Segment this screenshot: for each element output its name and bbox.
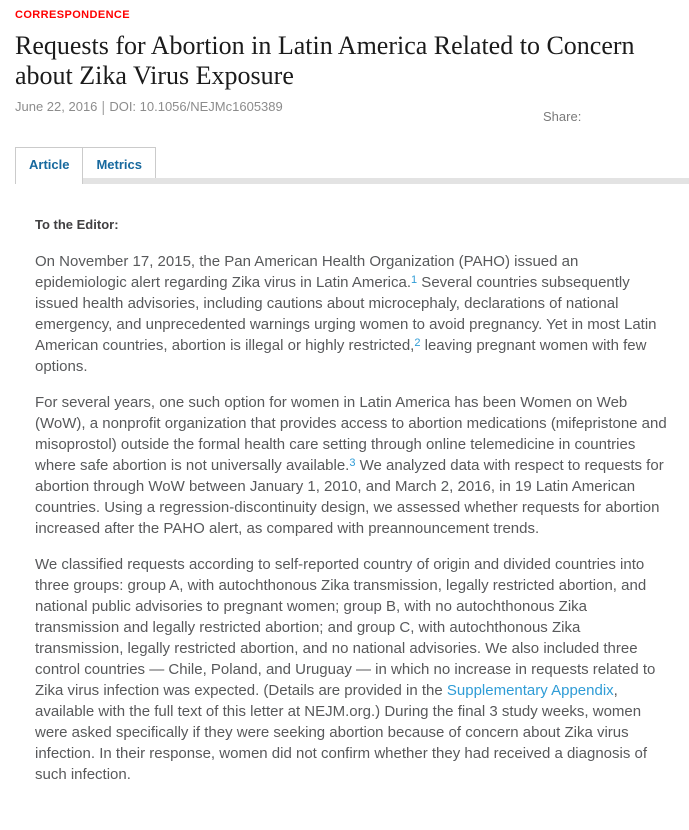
tab-article-label: Article: [29, 157, 70, 172]
title-line-1: Requests for Abortion in Latin America Related to Concern: [15, 31, 635, 60]
text-run: leaving pregnant women with few options.: [35, 337, 647, 375]
article-body: [0, 184, 667, 830]
tab-article[interactable]: [15, 147, 83, 184]
supplementary-appendix-link[interactable]: Supplementary Appendix: [446, 682, 614, 699]
reference-link-1[interactable]: 1: [411, 274, 418, 286]
title-line-2: about Zika Virus Exposure: [15, 61, 294, 90]
tab-metrics-label: Metrics: [96, 157, 142, 172]
paragraph-2: [35, 392, 667, 539]
reference-link-2[interactable]: 2: [414, 337, 421, 349]
share-label: Share:: [543, 109, 582, 124]
text-run: We analyzed data with respect to requests for abortion through WoW between January 1, 2010, and March 2, 2016, in 19 Latin American countries. Using a regression-discontinuity design, we assessed whether requests for abortion increased after the PAHO alert, as compared with preannouncement trends.: [35, 457, 664, 537]
section-kicker: CORRESPONDENCE: [15, 9, 131, 21]
text-run: On November 17, 2015, the Pan American Health Organization (PAHO) issued an epidemiologic alert regarding Zika virus in Latin America.: [35, 253, 579, 291]
paragraph-3: [35, 554, 667, 785]
reference-link-3[interactable]: 3: [349, 457, 356, 469]
article-paragraphs: [35, 251, 667, 785]
paragraph-1: [35, 251, 667, 377]
text-run: We classified requests according to self-reported country of origin and divided countries into three groups: group A, with autochthonous Zika transmission, legally restricted abortion, and national public advisories to pregnant women; group B, with no autochthonous Zika transmission and legally restricted abortion; and group C, with autochthonous Zika transmission, legally restricted abortion, and no national advisories. We also included three control countries — Chile, Poland, and Uruguay — in which no increase in requests related to Zika virus infection was expected. (Details are provided in the: [35, 556, 656, 699]
page-title: [15, 31, 674, 91]
salutation: To the Editor:: [35, 217, 119, 232]
tab-list: [15, 147, 689, 184]
doi-text: DOI: 10.1056/NEJMc1605389: [109, 99, 283, 114]
publish-date: June 22, 2016: [15, 99, 98, 114]
text-run: For several years, one such option for women in Latin America has been Women on Web (WoW), a nonprofit organization that provides access to abortion medications (mifepristone and misoprostol) outside the formal health care setting through online telemedicine in countries where safe abortion is not universally available.: [35, 394, 667, 474]
text-run: Several countries subsequently issued health advisories, including cautions about microcephaly, declarations of national emergency, and unprecedented warnings urging women to avoid pregnancy. Yet in most Latin American countries, abortion is illegal or highly restricted,: [35, 274, 657, 354]
tab-metrics[interactable]: [82, 147, 156, 178]
tab-strip: [0, 147, 689, 184]
meta-separator: |: [101, 99, 106, 116]
article-header: [0, 0, 689, 124]
text-run: , available with the full text of this letter at NEJM.org.) During the final 3 study weeks, women were asked specifically if they were seeking abortion because of concern about Zika virus infection. In their response, women did not confirm whether they had received a diagnosis of such infection.: [35, 682, 648, 783]
